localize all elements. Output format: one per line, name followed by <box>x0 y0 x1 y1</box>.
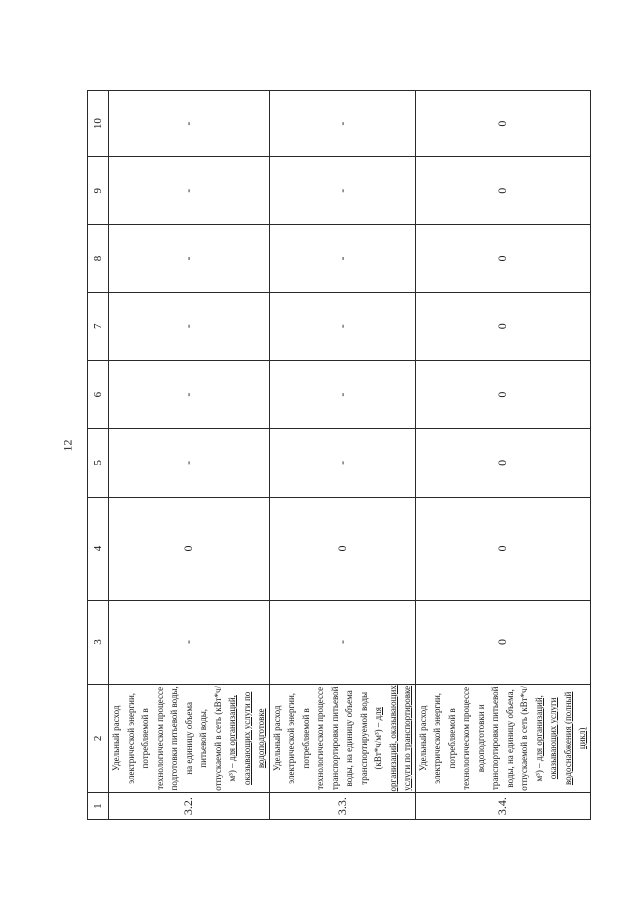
header-cell: 3 <box>88 600 109 684</box>
value-cell: - <box>269 600 415 684</box>
description-text: Удельный расход электрической энергии, потребляемой в технологическом процессе водоподготовки и транспортировки питьевой воды, на единицу объема, отпускаемой в сеть (кВт*ч/м³) – <box>417 685 544 791</box>
value-cell: 0 <box>415 91 590 157</box>
description-underlined: для организаций, оказывающих услуги водоснабжения (полный цикл) <box>533 691 587 786</box>
description-text: Удельный расход электрической энергии, потребляемой в технологическом процессе подготовки питьевой воды, на единицу объема питьевой воды, отпускаемой в сеть (кВт*ч/м³) – <box>111 685 237 791</box>
table-row <box>269 91 415 820</box>
value-cell: 0 <box>109 497 270 600</box>
row-description <box>415 684 590 793</box>
value-cell: 0 <box>415 292 590 360</box>
header-cell: 5 <box>88 429 109 497</box>
row-number: 3.3. <box>269 793 415 820</box>
value-cell: 0 <box>415 600 590 684</box>
value-cell: - <box>109 225 270 292</box>
description-text: Удельный расход электрической энергии, потребляемой в технологическом процессе транспортировки питьевой воды, на единицу объема транспортируемой воды (кВт*ч/м³) – <box>271 686 383 791</box>
header-cell: 7 <box>88 292 109 360</box>
header-row <box>88 91 109 820</box>
value-cell: 0 <box>415 157 590 225</box>
description-underlined: для организаций, оказывающих услуги по водоподготовке <box>227 691 266 785</box>
value-cell: - <box>269 429 415 497</box>
value-cell: - <box>109 91 270 157</box>
value-cell: 0 <box>415 360 590 428</box>
value-cell: 0 <box>415 429 590 497</box>
value-cell: - <box>269 157 415 225</box>
table-row <box>415 91 590 820</box>
value-cell: - <box>109 600 270 684</box>
value-cell: - <box>109 157 270 225</box>
header-cell: 8 <box>88 225 109 292</box>
row-description <box>269 684 415 793</box>
value-cell: 0 <box>415 497 590 600</box>
row-description <box>109 684 270 793</box>
header-cell: 1 <box>88 793 109 820</box>
value-cell: - <box>109 429 270 497</box>
value-cell: - <box>109 292 270 360</box>
rotated-table-wrapper <box>87 90 587 820</box>
description-underlined: для организаций, оказывающих услуги по транспортировке <box>373 685 412 792</box>
value-cell: 0 <box>415 225 590 292</box>
value-cell: 0 <box>269 497 415 600</box>
value-cell: - <box>269 292 415 360</box>
value-cell: - <box>269 360 415 428</box>
value-cell: - <box>269 225 415 292</box>
row-number: 3.2. <box>109 793 270 820</box>
value-cell: - <box>109 360 270 428</box>
page-number: 12 <box>60 439 75 452</box>
header-cell: 10 <box>88 91 109 157</box>
row-number: 3.4. <box>415 793 590 820</box>
indicator-table <box>87 90 591 820</box>
value-cell: - <box>269 91 415 157</box>
header-cell: 2 <box>88 684 109 793</box>
header-cell: 4 <box>88 497 109 600</box>
header-cell: 9 <box>88 157 109 225</box>
header-cell: 6 <box>88 360 109 428</box>
table-row <box>109 91 270 820</box>
